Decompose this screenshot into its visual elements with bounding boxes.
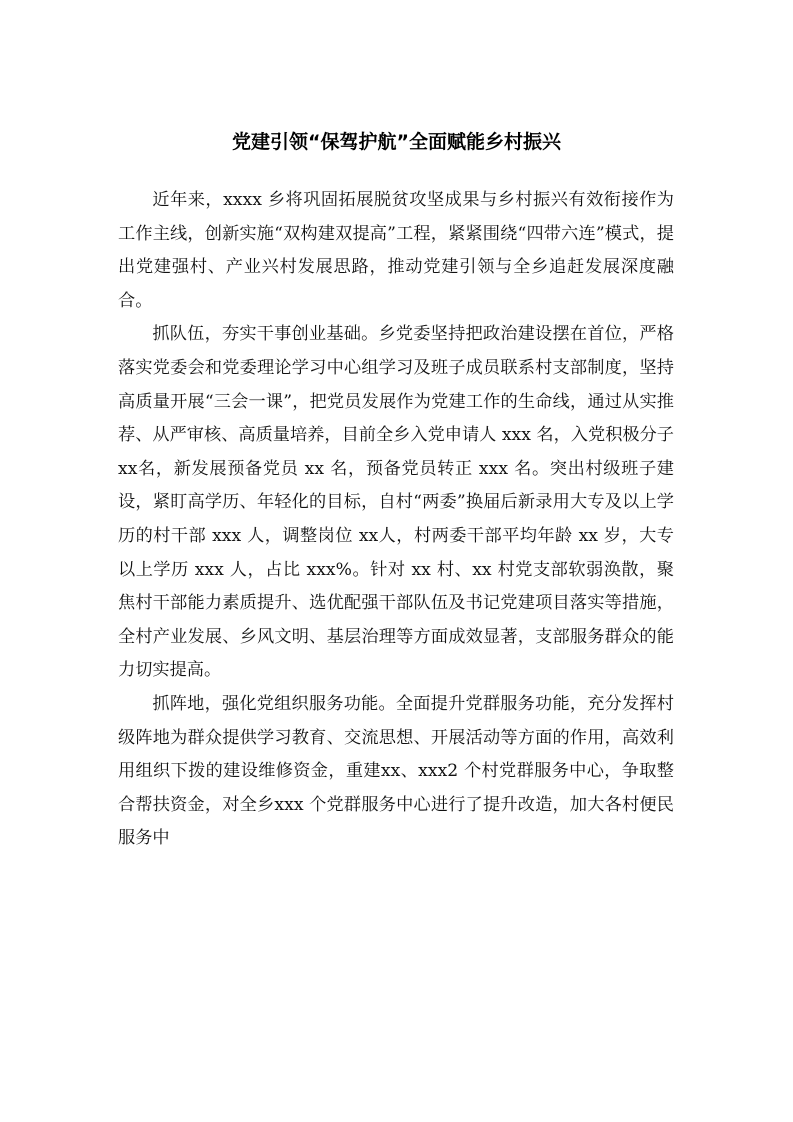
paragraph-team-building: 抓队伍，夯实干事创业基础。乡党委坚持把政治建设摆在首位，严格落实党委会和党委理论学习中心组学习及班子成员联系村支部制度，坚持高质量开展“三会一课”，把党员发展作为党建工作的生命线，通过从实推荐、从严审核、高质量培养，目前全乡入党申请人 xxx 名，入党积极分子 xx名，新发展预备党员 xx 名，预备党员转正 xxx 名。突出村级班子建设，紧盯高学历、年轻化的目标，自村“两委”换届后新录用大专及以上学历的村干部 xxx 人，调整岗位 xx人，村两委干部平均年龄 xx 岁，大专以上学历 xxx 人，占比 xxx%。针对 xx 村、xx 村党支部软弱涣散，聚焦村干部能力素质提升、选优配强干部队伍及书记党建项目落实等措施，全村产业发展、乡风文明、基层治理等方面成效显著，支部服务群众的能力切实提高。	[118, 324, 674, 681]
paragraph-intro: 近年来，xxxx 乡将巩固拓展脱贫攻坚成果与乡村振兴有效衔接作为工作主线，创新实施“双构建双提高”工程，紧紧围绕“四带六连”模式，提出党建强村、产业兴村发展思路，推动党建引领与全乡追赶发展深度融合。	[118, 190, 674, 311]
paragraph-service-centers: 抓阵地，强化党组织服务功能。全面提升党群服务功能，充分发挥村级阵地为群众提供学习教育、交流思想、开展活动等方面的作用，高效利用组织下拨的建设维修资金，重建xx、xxx2 个村党群服务中心，争取整合帮扶资金，对全乡xxx 个党群服务中心进行了提升改造，加大各村便民服务中	[118, 693, 674, 849]
document-body	[118, 184, 674, 856]
document-title: 党建引领“保驾护航”全面赋能乡村振兴	[232, 131, 561, 153]
